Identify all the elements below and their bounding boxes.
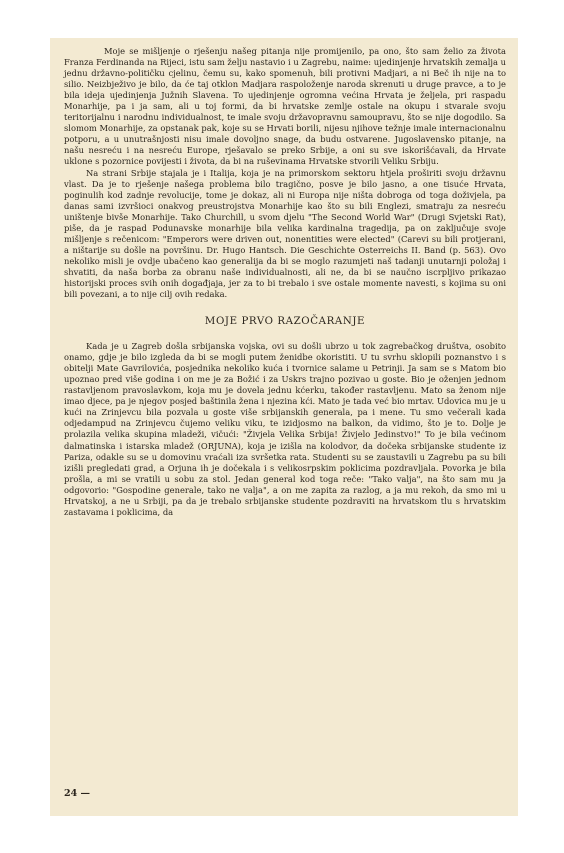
page-number: 24 — (64, 788, 91, 799)
body-paragraph: Kada je u Zagreb došla srbijanska vojska, ovi su došli ubrzo u tok zagrebačkog društva, osobito onamo, gdje je bilo izgleda da bi se mogli putem ženidbe okoristiti. U tu svrhu sklopili poznanstvo i s obitelji Mate Gavrilovića, posjednika nekoliko kuća i tvornice salame u Petrinji. Ja sam se s Matom bio upoznao pred više godina i on me je za Božić i za Uskrs trajno pozivao u goste. Bio je oženjen jednom rastavljenom pravoslavkom, koja mu je dovela jednu kćerku, također rastavljenu. Mato sa ženom nije imao djece, pa je njegov posjed baštinila žena i njezina kći. Mato je tada već bio mrtav. Udovica mu je u kući na Zrinjevcu bila pozvala u goste više srbijanskih generala, pa i mene. Tu smo večerali kada odjedampud na Zrinjevcu čujemo veliku viku, te izidjosmo na balkon, da vidimo, što je to. Dolje je prolazila velika skupina mladeži, vičući: "Živjela Velika Srbija! Živjelo Jedinstvo!" To je bila većinom dalmatinska i istarska mladež (ORJUNA), koja je izišla na kolodvor, da dočeka srbijanske studente iz Pariza, odakle su se u domovinu vraćali iza svršetka rata. Studenti su se zaustavili u Zagrebu pa su bili izišli pregledati grad, a Orjuna ih je dočekala i s velikosrpskim poklicima pozdravljala. Povorka je bila prošla, a mi se vratili u sobu za stol. Jedan general kod toga reče: "Tako valja", na što sam mu ja odgovorio: "Gospodine generale, tako ne valja", a on me zapita za razlog, a ja mu rekoh, da smo mi u Hrvatskoj, a ne u Srbiji, pa da je trebalo srbijanske studente pozdraviti na hrvatskom tlu s hrvatskim zastavama i poklicima, da (64, 341, 506, 517)
section-heading: MOJE PRVO RAZOČARANJE (204, 316, 366, 328)
body-paragraph: Na strani Srbije stajala je i Italija, koja je na primorskom sektoru htjela proširiti svoju državnu vlast. Da je to rješenje našega problema bilo tragično, posve je bilo jasno, a one tisuće Hrvata, poginulih kod zadnje revolucije, tome je dokaz, ali ni Europa nije ništa dobroga od toga doživjela, pa danas sami izvršioci onakvog preustrojstva Monarhije kao što su bili Englezi, smatraju za nesreću uništenje bivše Monarhije. Tako Churchill, u svom djelu "The Second World War" (Drugi Svjetski Rat), piše, da je raspad Podunavske monarhije bila velika kardinalna tragedija, pa on zaključuje svoje mišljenje s rečenicom: "Emperors were driven out, nonentities were elected" (Carevi su bili protjerani, a ništarije su došle na površinu. Dr. Hugo Hantsch. Die Geschichte Osterreichs II. Band (p. 563). Ovo nekoliko misli je ovdje ubačeno kao generalija da bi se moglo razumjeti naš tadanji unutarnji položaj i shvatiti, da naša borba za obranu naše individualnosti, ali ne, da bi se naučno iscrpljivo prikazao historijski proces svih onih događjaja, jer za to bi trebalo i sve ostale momente navesti, s kojima su oni bili povezani, a to nije cilj ovih redaka. (64, 167, 506, 300)
body-paragraph: Moje se mišljenje o rješenju našeg pitanja nije promijenilo, pa ono, što sam želio za života Franza Ferdinanda na Rijeci, istu sam želju nastavio i u Zagrebu, naime: ujedinjenje hrvatskih zemalja u jednu državno-političku cjelinu, čemu su, kako spomenuh, bili protivni Madjari, a ni Beč ih nije na to silio. Neizbježivo je bilo, da će taj otklon Madjara raspoloženje naroda skrenuti u druge pravce, a to je bila ideja ujedinjenja Južnih Slavena. To ujedinjenje ogromna većina Hrvata je željela, pri raspadu Monarhije, pa i ja sam, ali u toj formi, da bi hrvatske zemlje ostale na okupu i stvarale svoju teritorijalnu i narodnu individualnost, te imale svoju državopravnu samoupravu, što se nije dogodilo. Sa slomom Monarhije, za opstanak pak, koje su se Hrvati borili, nijesu njihove težnje imale internacionalnu potporu, a u unutrašnjosti nisu imale dovoljno snage, da budu ostvarene. Jugoslavensko pitanje, na našu nesreću i na nesreću Europe, rješavalo se preko Srbije, a oni su sve iskorišćavali, da Hrvate uklone s pozornice povijesti i života, da bi na ruševinama Hrvatske stvorili Veliku Srbiju. (64, 46, 507, 167)
book-page (50, 38, 518, 816)
